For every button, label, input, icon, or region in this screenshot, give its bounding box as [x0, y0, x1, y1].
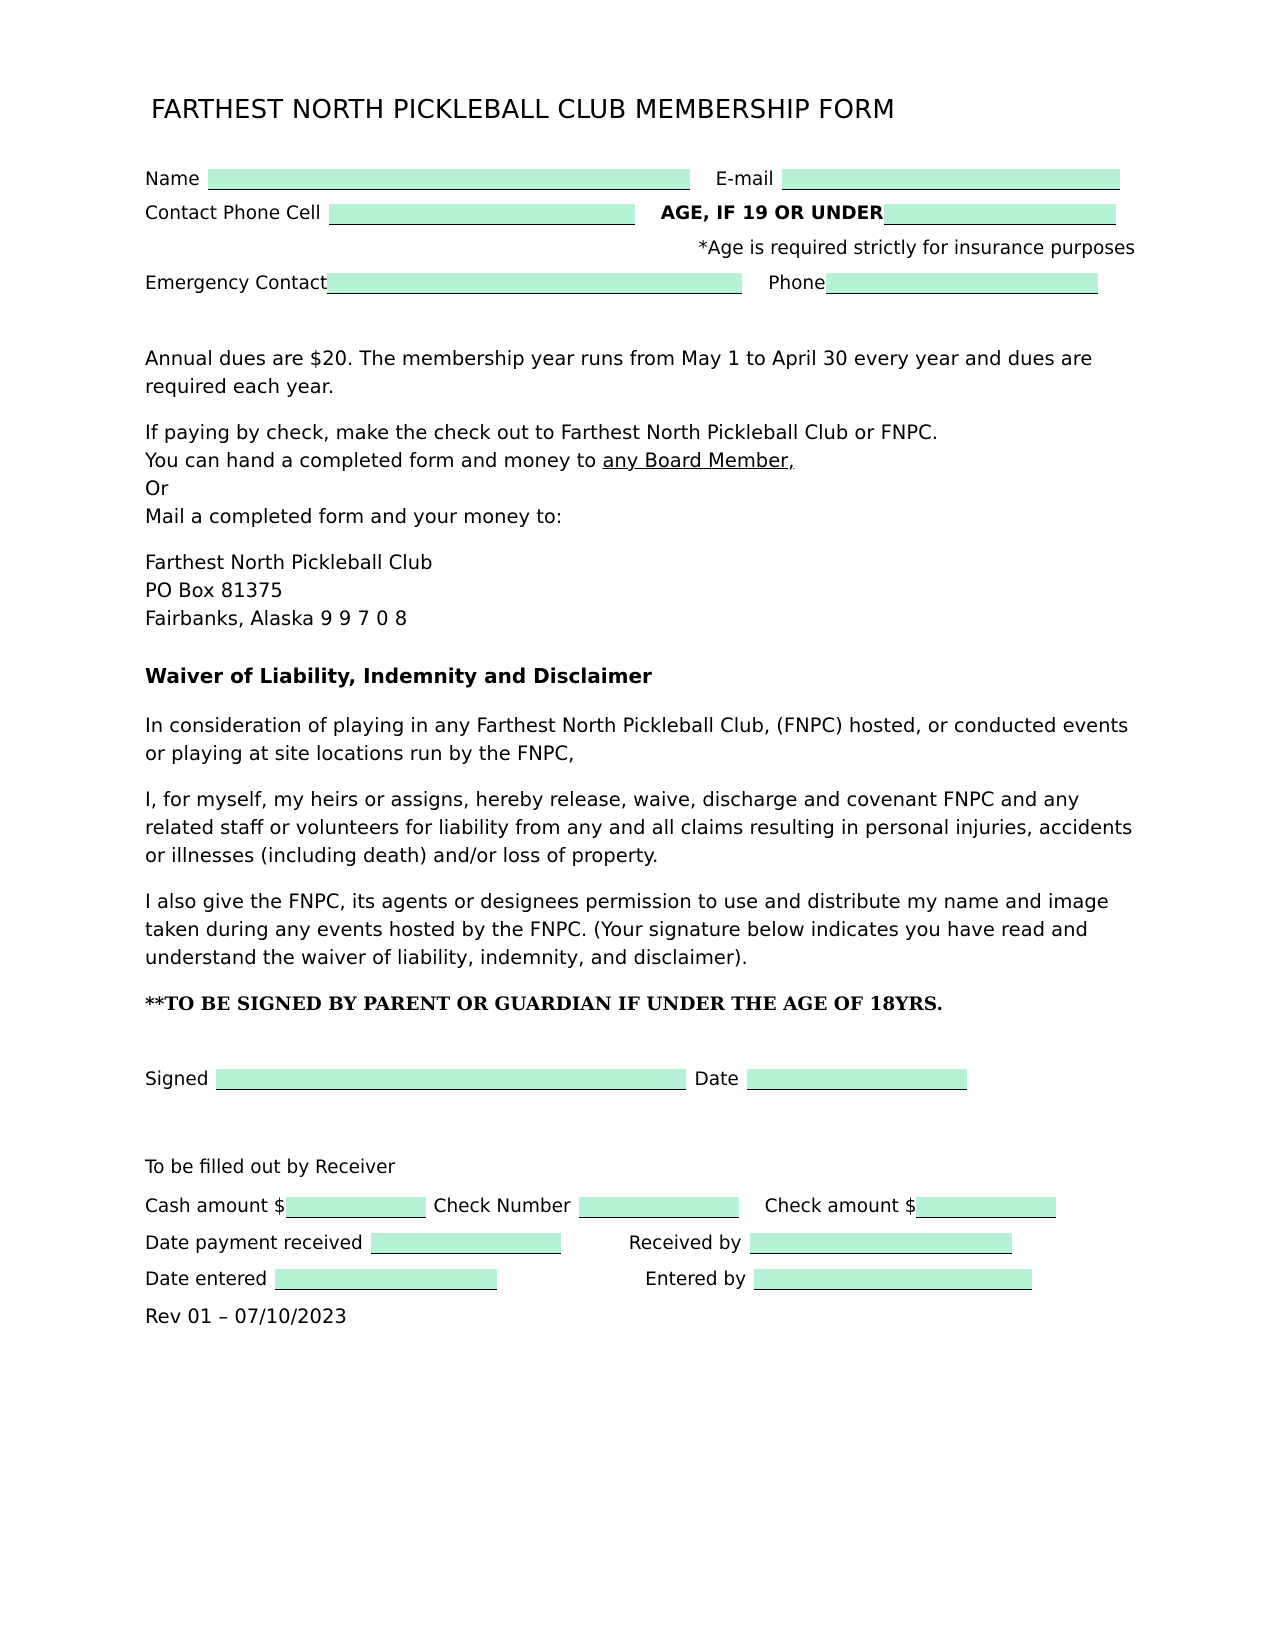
- check-amount-input[interactable]: [916, 1197, 1056, 1218]
- received-by-input[interactable]: [750, 1233, 1012, 1254]
- check-number-label: Check Number: [433, 1196, 571, 1218]
- signature-date-input[interactable]: [747, 1069, 967, 1090]
- form-row-emergency: [145, 273, 1135, 294]
- email-label: E-mail: [715, 169, 774, 190]
- revision-footer: Rev 01 – 07/10/2023: [145, 1305, 347, 1329]
- form-row-name-email: [145, 169, 1135, 190]
- waiver-heading: Waiver of Liability, Indemnity and Disclaimer: [145, 663, 652, 688]
- check-number-input[interactable]: [579, 1197, 739, 1218]
- name-input[interactable]: [208, 169, 690, 190]
- age-input[interactable]: [884, 204, 1116, 225]
- emergency-contact-label: Emergency Contact: [145, 272, 328, 294]
- payment-line-4: Mail a completed form and your money to:: [145, 505, 563, 529]
- address-line-2: PO Box 81375: [145, 579, 283, 603]
- payment-line-2-text: You can hand a completed form and money to: [145, 449, 603, 473]
- check-amount-label: Check amount $: [764, 1196, 917, 1218]
- form-row-signature: [145, 1069, 1135, 1090]
- date-payment-received-label: Date payment received: [145, 1232, 363, 1254]
- mailing-address: [145, 549, 1135, 633]
- contact-phone-label: Contact Phone Cell: [145, 203, 321, 225]
- payment-line-3: Or: [145, 477, 169, 501]
- form-row-date-received: [145, 1233, 1135, 1254]
- signed-label: Signed: [145, 1069, 209, 1091]
- form-row-cash-check: [145, 1196, 1135, 1217]
- emergency-contact-input[interactable]: [327, 273, 742, 294]
- board-member-link: any Board Member,: [602, 449, 795, 473]
- name-label: Name: [145, 169, 200, 190]
- spacer: [145, 1015, 1135, 1069]
- signature-input[interactable]: [216, 1069, 686, 1090]
- spacer: [145, 307, 1135, 345]
- address-line-1: Farthest North Pickleball Club: [145, 551, 433, 575]
- cash-amount-label: Cash amount $: [145, 1196, 286, 1218]
- contact-phone-input[interactable]: [329, 204, 635, 225]
- payment-line-2: [145, 447, 1135, 475]
- age-note: *Age is required strictly for insurance purposes: [698, 237, 1135, 259]
- date-payment-received-input[interactable]: [371, 1233, 561, 1254]
- spacer: [145, 1103, 1135, 1157]
- cash-amount-input[interactable]: [286, 1197, 426, 1218]
- payment-instructions: [145, 419, 1135, 531]
- entered-by-input[interactable]: [754, 1269, 1032, 1290]
- age-label: AGE, IF 19 OR UNDER: [660, 203, 884, 225]
- page-title: FARTHEST NORTH PICKLEBALL CLUB MEMBERSHIP FORM: [151, 95, 896, 125]
- signature-date-label: Date: [694, 1069, 739, 1091]
- date-entered-label: Date entered: [145, 1268, 268, 1290]
- date-entered-input[interactable]: [275, 1269, 497, 1290]
- emergency-phone-input[interactable]: [826, 273, 1098, 294]
- waiver-paragraph-2: I, for myself, my heirs or assigns, hereby release, waive, discharge and covenant FNPC and any related staff or volunteers for liability from any and all claims resulting in personal injuries, accidents or illnesses (including death) and/or loss of property.: [145, 787, 1133, 867]
- dues-paragraph: Annual dues are $20. The membership year runs from May 1 to April 30 every year and dues are required each year.: [145, 346, 1093, 398]
- payment-line-1: If paying by check, make the check out to Farthest North Pickleball Club or FNPC.: [145, 420, 938, 444]
- emergency-phone-label: Phone: [768, 272, 826, 294]
- waiver-paragraph-3: I also give the FNPC, its agents or designees permission to use and distribute my name and image taken during any events hosted by the FNPC. (Your signature below indicates you have read and understand the waiver of liability, indemnity, and disclaimer).: [145, 889, 1109, 970]
- email-input[interactable]: [782, 169, 1120, 190]
- parent-guardian-note: **TO BE SIGNED BY PARENT OR GUARDIAN IF UNDER THE AGE OF 18YRS.: [145, 994, 943, 1016]
- entered-by-label: Entered by: [645, 1268, 747, 1290]
- receiver-section-title: To be filled out by Receiver: [145, 1157, 396, 1179]
- waiver-paragraph-1: In consideration of playing in any Farthest North Pickleball Club, (FNPC) hosted, or conducted events or playing at site locations run by the FNPC,: [145, 713, 1129, 765]
- address-line-3: Fairbanks, Alaska 9 9 7 0 8: [145, 607, 408, 631]
- form-row-phone-age: [145, 203, 1135, 224]
- form-row-date-entered: [145, 1269, 1135, 1290]
- received-by-label: Received by: [628, 1232, 742, 1254]
